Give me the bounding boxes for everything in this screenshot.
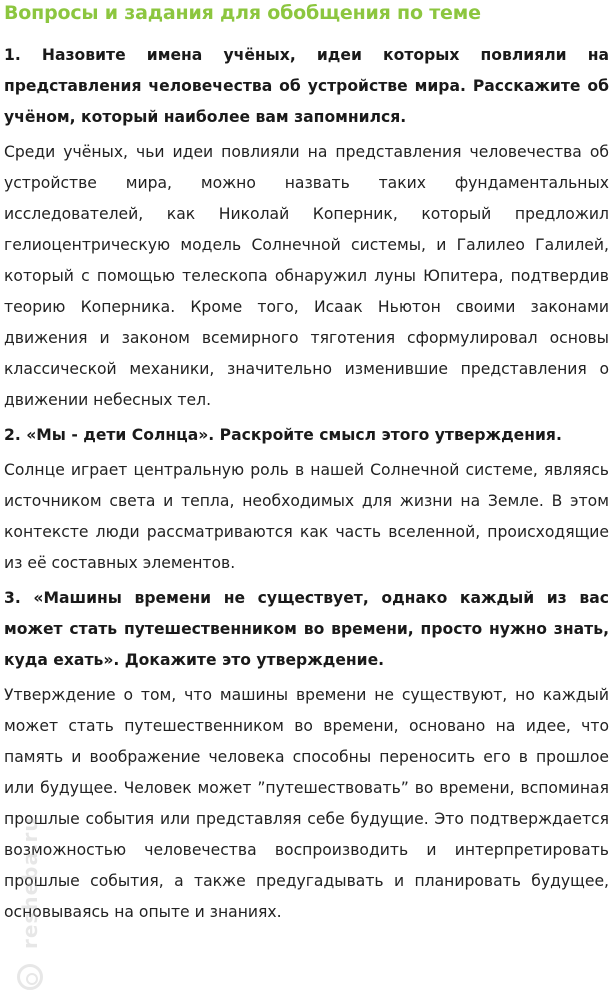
watermark (14, 808, 48, 998)
answer-2: Солнце играет центральную роль в нашей Солнечной системе, являясь источником света и тепла, необходимых для жизни на Земле. В этом контексте люди рассматриваются как часть вселенной, происходящие из её составных элементов. (4, 461, 609, 572)
answer-3: Утверждение о том, что машины времени не существуют, но каждый может стать путешественником во времени, основано на идее, что память и воображение человека способны переносить его в прошлое или будущее. Человек может ”путешествовать” во времени, вспоминая прошлые события или представляя себе будущие. Это подтверждается возможностью человечества воспроизводить и интерпретировать прошлые события, а также предугадывать и планировать будущее, основываясь на опыте и знаниях. (4, 686, 609, 921)
question-1: 1. Назовите имена учёных, идеи которых повлияли на представления человечества об устройстве мира. Расскажите об учёном, который наиболее вам запомнился. (4, 46, 609, 126)
watermark-text: resheba.ru (18, 816, 42, 950)
resheba-logo-icon (17, 964, 43, 990)
question-3: 3. «Машины времени не существует, однако каждый из вас может стать путешественником во времени, просто нужно знать, куда ехать». Докажите это утверждение. (4, 589, 609, 669)
answer-1: Среди учёных, чьи идеи повлияли на представления человечества об устройстве мира, можно назвать таких фундаментальных исследователей, как Николай Коперник, который предложил гелиоцентрическую модель Солнечной системы, и Галилео Галилей, который с помощью телескопа обнаружил луны Юпитера, подтвердив теорию Коперника. Кроме того, Исаак Ньютон своими законами движения и законом всемирного тяготения сформулировал основы классической механики, значительно изменившие представления о движении небесных тел. (4, 143, 609, 409)
question-2: 2. «Мы - дети Солнца». Раскройте смысл этого утверждения. (4, 426, 562, 444)
section-heading: Вопросы и задания для обобщения по теме (4, 2, 481, 24)
